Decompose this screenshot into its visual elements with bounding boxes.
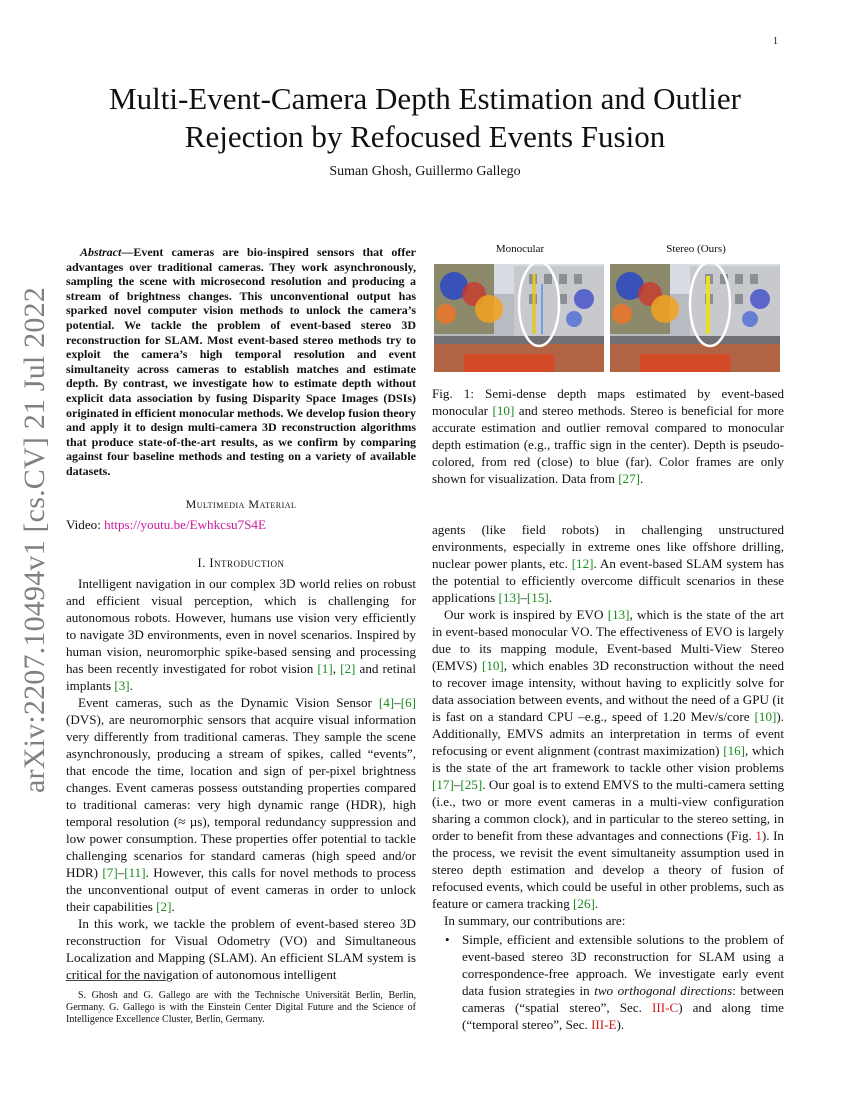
intro-paragraph-2: Event cameras, such as the Dynamic Vision Sensor [4]–[6] (DVS), are neuromorphic sensors that acquire visual information very differently from traditional cameras. They sample the scene asynchronously, producing a stream of spikes, called “events”, that encode the time, location and sign of per-pixel brightness changes. Event cameras possess outstanding properties compared to traditional cameras: very high dynamic range (HDR), high temporal resolution (≈ µs), temporal redundancy suppression and low power consumption. These properties offer potential to tackle challenging scenarios for standard cameras (high speed and/or HDR) [7]–[11]. However, this calls for novel methods to process the unconventional output of event cameras in order to unlock their capabilities [2]. — [66, 695, 416, 914]
footnote — [66, 990, 416, 1026]
video-line — [66, 516, 416, 533]
citation[interactable]: [7] — [102, 865, 118, 880]
footnote-rule — [66, 980, 166, 981]
citation[interactable]: [4] — [378, 695, 395, 710]
right-paragraph-1: agents (like field robots) in challenging unstructured environments, especially in extreme ones like offshore drilling, nuclear power plants, etc. [12]. An event-based SLAM system has the potential to efficiently overcome difficult scenarios in these applications [13]–[15]. — [432, 522, 784, 605]
citation[interactable]: [12] — [571, 556, 594, 571]
video-link[interactable]: https://youtu.be/Ewhkcsu7S4E — [104, 517, 266, 532]
contributions-list — [432, 931, 784, 1033]
citation[interactable]: [2] — [156, 899, 172, 914]
authors: Suman Ghosh, Guillermo Gallego — [329, 164, 521, 179]
intro-paragraph-1: Intelligent navigation in our complex 3D world relies on robust and efficient visual perception, which is challenging for autonomous robots. However, humans use vision very efficiently to navigate 3D environments, even in novel scenarios. Inspired by human vision, neuromorphic spike-based sensing and processing has been recently investigated for robot vision [1], [2] and retinal implants [3]. — [66, 576, 416, 693]
intro-heading: I. Introduction — [197, 556, 285, 570]
figure-reference[interactable]: 1 — [755, 828, 762, 843]
arxiv-watermark — [13, 287, 57, 793]
right-paragraph-2: Our work is inspired by EVO [13], which is the state of the art in event-based monocular VO. The effectiveness of EVO is largely due to its mapping module, Event-based Multi-View Stereo (EMVS) [10], which enables 3D reconstruction without the need to recover image intensity, without having to explicitly solve for data association between events, and without the need of a GPU (it is fast on a standard CPU –e.g., speed of 1.20 Mev/s/core [10]). Additionally, EMVS admits an interpretation in terms of event refocusing or event alignment (contrast maximization) [16], which is the state of the art framework to tackle other vision problems [17]–[25]. Our goal is to extend EMVS to the multi-camera setting (i.e., two or more event cameras in a multi-view configuration sharing a common clock), and in particular to the stereo setting, in order to benefit from these advantages and connections (Fig. 1). In the process, we revisit the event simultaneity assumption used in stereo depth estimation and develop a theory of fusion of refocused events, which could be useful in other problems, such as feature or camera tracking [26]. — [432, 607, 784, 911]
citation[interactable]: [17] — [432, 777, 454, 792]
video-label: Video: — [66, 517, 105, 532]
footnote-text: S. Ghosh and G. Gallego are with the Technische Universität Berlin, Berlin, Germany. G. Gallego is with the Einstein Center Digital Future and the Science of Intelligence Excellence Cluster, Berlin, Germany. — [66, 990, 416, 1025]
page-number: 1 — [773, 36, 778, 47]
citation[interactable]: [10] — [492, 403, 515, 418]
abstract-label: Abstract — [80, 245, 122, 259]
intro-paragraph-3: In this work, we tackle the problem of event-based stereo 3D reconstruction for Visual Odometry (VO) and Simultaneous Localization and Mapping (SLAM). An efficient SLAM system is critical for the navigation of autonomous intelligent — [66, 916, 416, 982]
section-reference[interactable]: III-C — [652, 1000, 679, 1015]
contribution-item: • Simple, efficient and extensible solutions to the problem of event-based stereo 3D reconstruction for SLAM using a correspondence-free approach. We investigate early event data fusion strategies in two orthogonal directions: between cameras (“spatial stereo”, Sec. III-C) and along time (“temporal stereo”, Sec. III-E). — [432, 931, 784, 1033]
multimedia-heading: Multimedia Material — [185, 497, 297, 511]
citation[interactable]: [3] — [114, 678, 130, 693]
right-column-body — [432, 521, 784, 1033]
citation[interactable]: [27] — [618, 471, 641, 486]
depth-map-image — [610, 264, 780, 372]
citation[interactable]: [1] — [317, 661, 333, 676]
citation[interactable]: [10] — [481, 658, 504, 673]
figure-label-monocular: Monocular — [495, 243, 545, 255]
citation[interactable]: [13] — [498, 590, 521, 605]
citation[interactable]: [6] — [400, 695, 416, 710]
figure-caption: Fig. 1: Semi-dense depth maps estimated by event-based monocular [10] and stereo methods. Stereo is beneficial for more accurate estimation and outlier removal compared to monocular depth estimation (e.g., traffic sign in the center). Depth is pseudo-colored, from red (close) to blue (far). Color frames are only shown for visualization. Data from [27]. — [432, 386, 784, 486]
right-paragraph-3: In summary, our contributions are: — [444, 913, 626, 928]
section-reference[interactable]: III-E — [591, 1017, 617, 1032]
intro-body — [66, 575, 416, 983]
citation[interactable]: [11] — [124, 865, 146, 880]
citation[interactable]: [13] — [607, 607, 630, 622]
figure-label-stereo: Stereo (Ours) — [666, 243, 726, 255]
citation[interactable]: [2] — [340, 661, 356, 676]
citation[interactable]: [25] — [460, 777, 483, 792]
figure-monocular-depth-map — [434, 264, 604, 372]
citation[interactable]: [16] — [723, 743, 746, 758]
citation[interactable]: [26] — [573, 896, 595, 911]
figure-stereo-depth-map — [610, 264, 780, 372]
abstract — [66, 245, 416, 479]
citation[interactable]: [15] — [526, 590, 549, 605]
citation[interactable]: [10] — [754, 709, 777, 724]
paper-title: Multi-Event-Camera Depth Estimation and Outlier Rejection by Refocused Events Fusion — [109, 81, 741, 154]
depth-map-image — [434, 264, 604, 372]
abstract-text: —Event cameras are bio-inspired sensors that offer advantages over traditional cameras. They work asynchronously, sampling the scene with microsecond resolution and producing a stream of brightness changes. This unconventional output has sparked novel computer vision methods to unlock the camera’s potential. We tackle the problem of event-based stereo 3D reconstruction for SLAM. Most event-based stereo methods try to exploit the camera’s high temporal resolution and event simultaneity across cameras to establish matches and estimate depth. By contrast, we investigate how to estimate depth without explicit data association by fusing Disparity Space Images (DSIs) originated in efficient monocular methods. We develop fusion theory and apply it to design multi-camera 3D reconstruction algorithms that produce state-of-the-art results, as we confirm by comparing against four baseline methods and testing on a variety of available datasets. — [66, 245, 416, 478]
arxiv-id: arXiv:2207.10494v1 [cs.CV] 21 Jul 2022 — [18, 287, 51, 793]
